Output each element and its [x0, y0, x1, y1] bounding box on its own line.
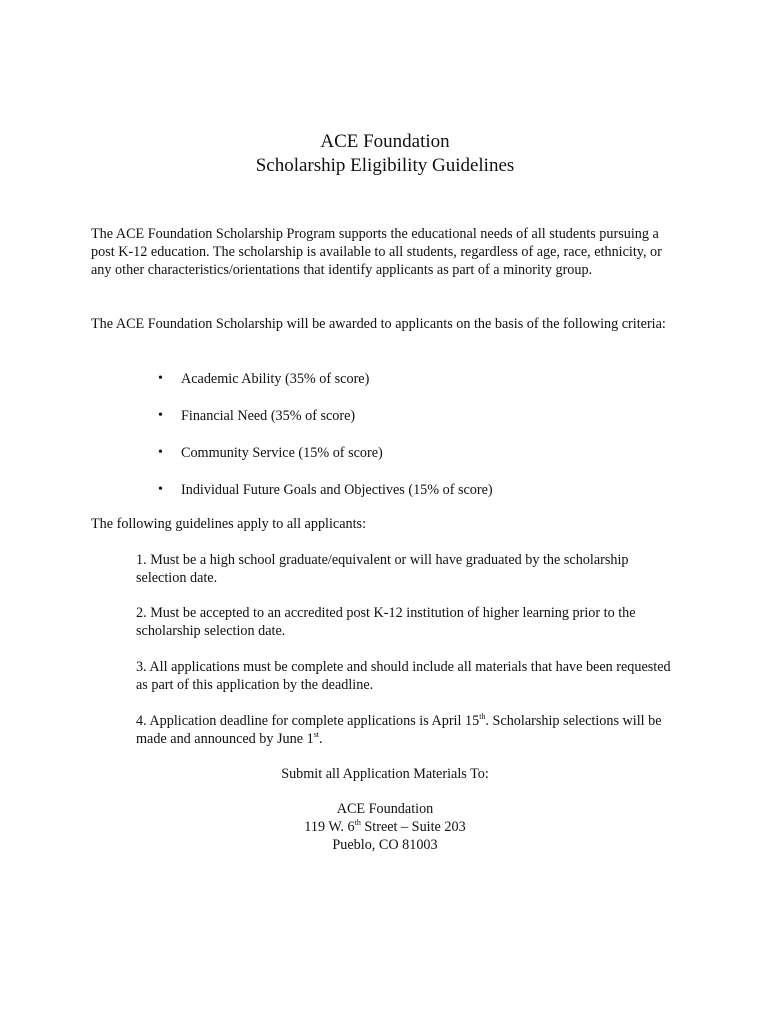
- street-ordinal-suffix: th: [354, 818, 361, 828]
- criteria-item: [156, 407, 493, 444]
- submit-heading: Submit all Application Materials To:: [281, 766, 489, 782]
- guideline-item-4: [136, 712, 681, 748]
- street-name: Street – Suite 203: [360, 819, 466, 836]
- bullet-icon: •: [158, 445, 163, 460]
- deadline-ordinal-suffix: th: [479, 712, 486, 721]
- criteria-item: [156, 444, 493, 481]
- guideline-item-2: 2. Must be accepted to an accredited post K-12 institution of higher learning prior to the scholarship selection date.: [136, 605, 636, 640]
- criteria-item: [156, 370, 493, 407]
- announcement-text: . Scholarship selections will be made and announced by June 1: [136, 713, 662, 748]
- intro-paragraph: The ACE Foundation Scholarship Program supports the educational needs of all students pursuing a post K-12 education. The scholarship is available to all students, regardless of age, race, ethnicity, or any other characteristics/orientations that identify applicants as part of a minority group.: [91, 226, 662, 279]
- address-city: Pueblo, CO 81003: [332, 837, 438, 854]
- guidelines-intro-paragraph: The following guidelines apply to all applicants:: [91, 516, 367, 532]
- guideline-item-1: 1. Must be a high school graduate/equivalent or will have graduated by the scholarship selection date.: [136, 552, 629, 587]
- criteria-item-text: Academic Ability (35% of score): [181, 371, 370, 387]
- title-subject: Scholarship Eligibility Guidelines: [255, 155, 515, 176]
- criteria-item: [156, 481, 493, 518]
- bullet-icon: •: [158, 482, 163, 497]
- address-street: [0, 818, 770, 836]
- announcement-ordinal-suffix: st: [313, 730, 320, 740]
- guideline-item-3: 3. All applications must be complete and should include all materials that have been requested as part of this application by the deadline.: [136, 659, 671, 694]
- criteria-item-text: Community Service (15% of score): [181, 445, 383, 461]
- deadline-text: 4. Application deadline for complete applications is April 15: [136, 713, 480, 729]
- criteria-intro-paragraph: The ACE Foundation Scholarship will be awarded to applicants on the basis of the following criteria:: [91, 316, 666, 332]
- guideline-end-period: .: [319, 731, 323, 748]
- address-organization: ACE Foundation: [336, 801, 434, 817]
- title-organization: ACE Foundation: [320, 131, 450, 152]
- bullet-icon: •: [158, 371, 163, 386]
- street-number: 119 W. 6: [304, 819, 355, 836]
- criteria-item-text: Individual Future Goals and Objectives (15% of score): [181, 482, 493, 498]
- criteria-item-text: Financial Need (35% of score): [181, 408, 356, 424]
- criteria-list: [156, 370, 493, 518]
- mailing-address: [0, 800, 770, 855]
- document-title: [0, 130, 770, 178]
- bullet-icon: •: [158, 408, 163, 423]
